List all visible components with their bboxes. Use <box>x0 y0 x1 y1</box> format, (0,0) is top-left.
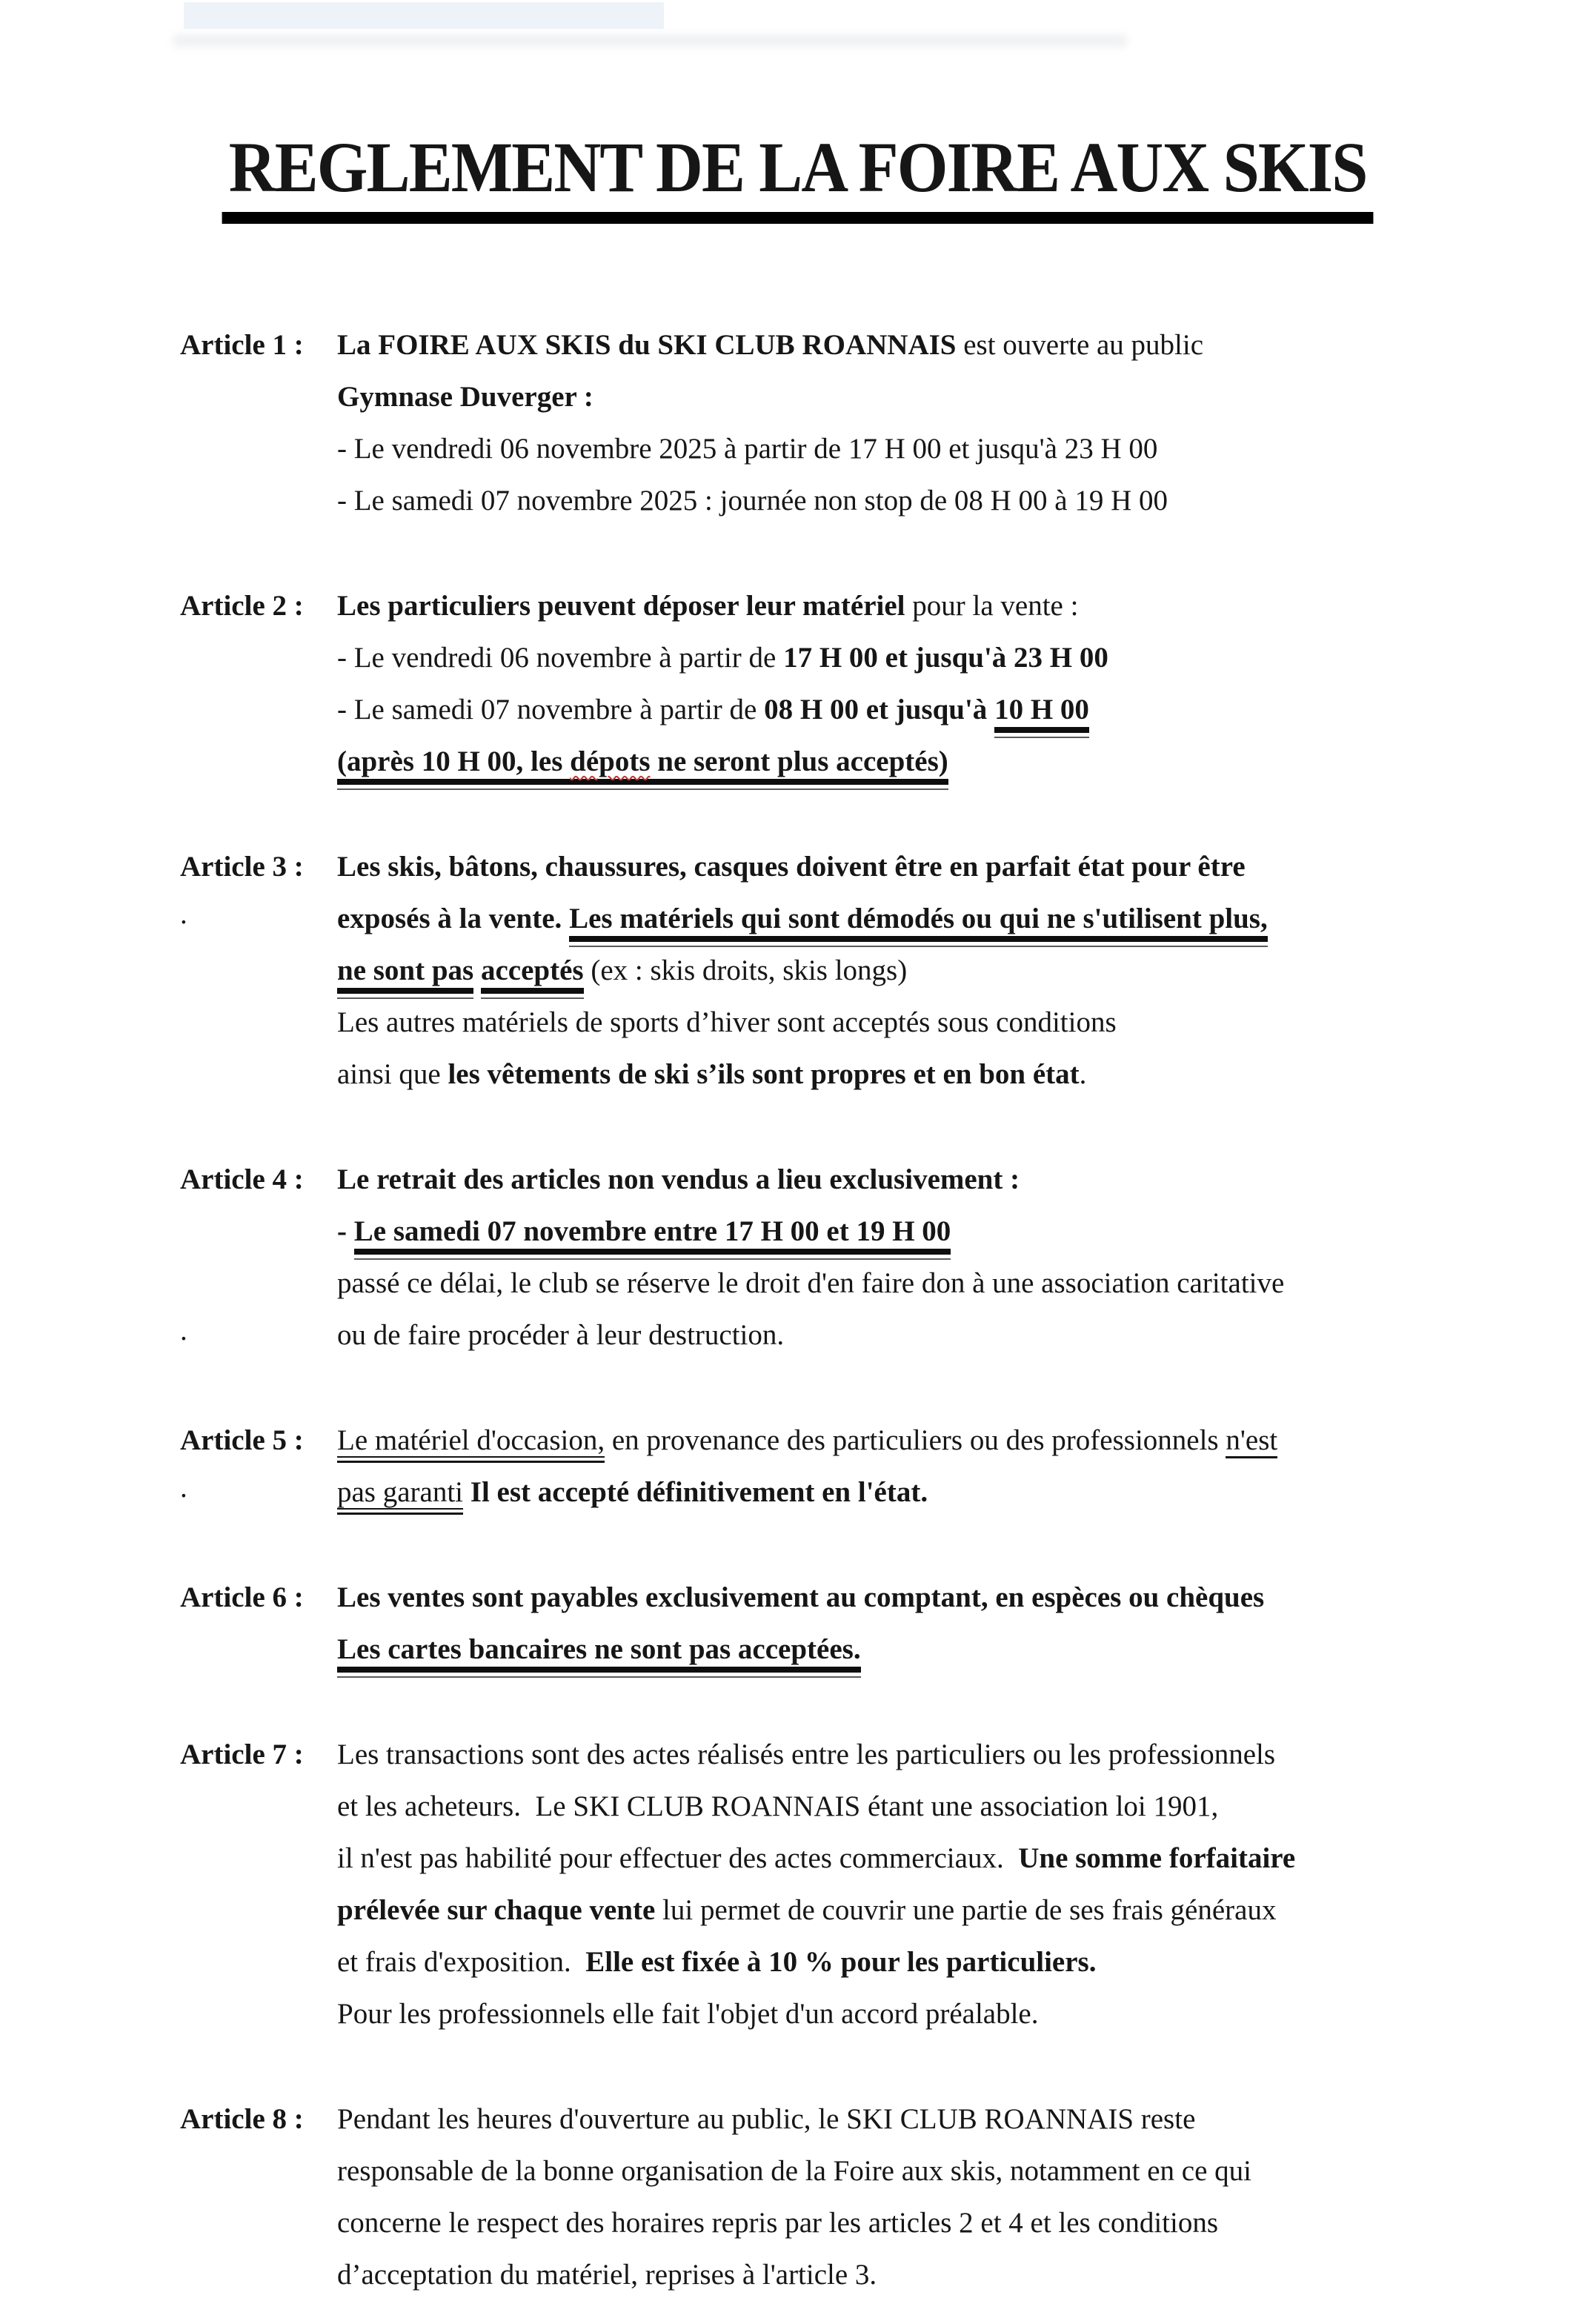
article-line <box>337 736 1596 788</box>
text-segment: lui permet de couvrir une partie de ses frais généraux <box>655 1893 1277 1926</box>
text-segment: Les ventes sont payables exclusivement au comptant, en espèces ou chèques <box>337 1581 1265 1613</box>
article-block <box>180 580 1596 788</box>
text-segment: - <box>337 1215 354 1247</box>
text-segment: 10 H 00 <box>994 694 1089 733</box>
text-segment: Les matériels qui sont démodés ou qui ne s'utilisent plus, <box>569 903 1268 942</box>
article-label: Article 6 : <box>180 1581 304 1613</box>
text-segment: ne seront plus acceptés) <box>651 746 948 785</box>
text-segment: ainsi que <box>337 1057 448 1090</box>
text-segment: Les autres matériels de sports d’hiver sont acceptés sous conditions <box>337 1006 1117 1038</box>
article-line <box>180 893 1596 945</box>
text-segment: . <box>1079 1057 1087 1090</box>
text-segment: responsable de la bonne organisation de la Foire aux skis, notamment en ce qui <box>337 2154 1251 2187</box>
article-label: Article 4 : <box>180 1163 304 1195</box>
article-line <box>337 1258 1596 1309</box>
text-segment: et frais d'exposition. <box>337 1945 586 1978</box>
article-block <box>180 1415 1596 1518</box>
article-line <box>337 1154 1596 1206</box>
article-line <box>337 945 1596 997</box>
text-segment: d’acceptation du matériel, reprises à l'article 3. <box>337 2258 877 2291</box>
article-label: Article 2 : <box>180 589 304 622</box>
article-line <box>337 1624 1596 1676</box>
text-segment: Pour les professionnels elle fait l'objet d'un accord préalable. <box>337 1997 1039 2030</box>
article-line <box>337 1049 1596 1100</box>
text-segment: ne sont pas <box>337 954 473 994</box>
text-segment: dépots <box>570 746 650 785</box>
text-segment: il n'est pas habilité pour effectuer des actes commerciaux. <box>337 1842 1019 1874</box>
text-segment: (ex : skis droits, skis longs) <box>583 954 908 986</box>
article-line <box>337 1936 1596 1988</box>
text-segment: La FOIRE AUX SKIS du SKI CLUB ROANNAIS <box>337 328 957 361</box>
article-line <box>337 2197 1596 2249</box>
article-label: Article 1 : <box>180 328 304 361</box>
article-label: Article 7 : <box>180 1738 304 1770</box>
article-line <box>337 1833 1596 1885</box>
article-line <box>337 684 1596 736</box>
article-line <box>337 841 1596 893</box>
scan-smudge <box>172 34 1128 47</box>
margin-dot: . <box>180 1314 187 1347</box>
text-segment: Le retrait des articles non vendus a lieu exclusivement : <box>337 1163 1020 1195</box>
text-segment: est ouverte au public <box>956 328 1204 361</box>
article-line <box>337 475 1596 527</box>
text-segment: - Le vendredi 06 novembre à partir de <box>337 641 784 674</box>
article-block <box>180 1729 1596 2040</box>
article-line <box>337 1415 1596 1467</box>
article-line <box>337 632 1596 684</box>
text-segment: Elle est fixée à 10 % pour les particuliers. <box>585 1945 1097 1978</box>
text-segment: passé ce délai, le club se réserve le droit d'en faire don à une association caritative <box>337 1266 1285 1299</box>
text-segment: en provenance des particuliers ou des professionnels <box>605 1424 1226 1456</box>
article-line <box>337 997 1596 1049</box>
text-segment: acceptés <box>481 954 584 994</box>
text-segment: et les acheteurs. Le SKI CLUB ROANNAIS étant une association loi 1901, <box>337 1790 1219 1822</box>
article-line <box>337 1988 1596 2040</box>
text-segment <box>463 1476 471 1508</box>
article-block <box>180 2094 1596 2301</box>
text-segment: - Le samedi 07 novembre à partir de <box>337 693 765 726</box>
text-segment: n'est <box>1226 1424 1277 1458</box>
text-segment: Les cartes bancaires ne sont pas acceptées. <box>337 1633 861 1673</box>
article-label: Article 8 : <box>180 2102 304 2135</box>
margin-dot: . <box>180 897 187 930</box>
article-line <box>337 580 1596 632</box>
article-line <box>337 1572 1596 1624</box>
article-line <box>337 423 1596 475</box>
article-line <box>180 1467 1596 1518</box>
text-segment: Pendant les heures d'ouverture au public, le SKI CLUB ROANNAIS reste <box>337 2102 1196 2135</box>
article-line <box>337 1729 1596 1781</box>
article-line <box>337 2249 1596 2301</box>
article-line <box>337 371 1596 423</box>
text-segment: Les transactions sont des actes réalisés entre les particuliers ou les professionnels <box>337 1738 1276 1770</box>
article-block <box>180 319 1596 527</box>
article-line <box>337 2145 1596 2197</box>
text-segment: Les skis, bâtons, chaussures, casques doivent être en parfait état pour être <box>337 850 1246 883</box>
margin-dot: . <box>180 1471 187 1504</box>
text-segment: les vêtements de ski s’ils sont propres et en bon état <box>448 1057 1080 1090</box>
article-line <box>180 1309 1596 1361</box>
text-segment: 17 H 00 et jusqu'à 23 H 00 <box>783 641 1108 674</box>
text-segment <box>473 954 481 986</box>
text-segment: Il est accepté définitivement en l'état. <box>470 1475 928 1508</box>
text-segment: pas garanti <box>337 1475 464 1508</box>
text-segment: exposés à la vente. <box>337 902 570 934</box>
text-segment: Une somme forfaitaire <box>1018 1842 1296 1874</box>
article-line <box>337 1206 1596 1258</box>
text-segment: 08 H 00 et jusqu'à <box>764 693 995 726</box>
text-segment: - Le vendredi 06 novembre 2025 à partir de 17 H 00 et jusqu'à 23 H 00 <box>337 432 1158 465</box>
page-title: REGLEMENT DE LA FOIRE AUX SKIS <box>222 132 1374 224</box>
text-segment: (après 10 H 00, les <box>337 746 570 785</box>
article-block <box>180 1154 1596 1361</box>
text-segment: - Le samedi 07 novembre 2025 : journée non stop de 08 H 00 à 19 H 00 <box>337 484 1168 517</box>
text-segment: Les particuliers peuvent déposer leur matériel <box>337 589 905 622</box>
article-block <box>180 841 1596 1100</box>
text-segment: prélevée sur chaque vente <box>337 1893 656 1926</box>
text-segment: Le matériel d'occasion, <box>337 1424 605 1456</box>
text-segment: pour la vente : <box>905 589 1079 622</box>
article-label: Article 3 : <box>180 850 304 883</box>
articles-container <box>180 319 1596 2301</box>
article-label: Article 5 : <box>180 1424 304 1456</box>
article-line <box>337 1781 1596 1833</box>
article-line <box>337 1885 1596 1936</box>
article-line <box>337 2094 1596 2145</box>
text-segment: Le samedi 07 novembre entre 17 H 00 et 19 H 00 <box>354 1215 951 1255</box>
scan-artifact-box <box>184 2 664 29</box>
article-line <box>337 319 1596 371</box>
text-segment: Gymnase Duverger : <box>337 380 593 413</box>
text-segment: ou de faire procéder à leur destruction. <box>337 1318 785 1351</box>
article-block <box>180 1572 1596 1676</box>
text-segment: concerne le respect des horaires repris par les articles 2 et 4 et les conditions <box>337 2206 1219 2239</box>
